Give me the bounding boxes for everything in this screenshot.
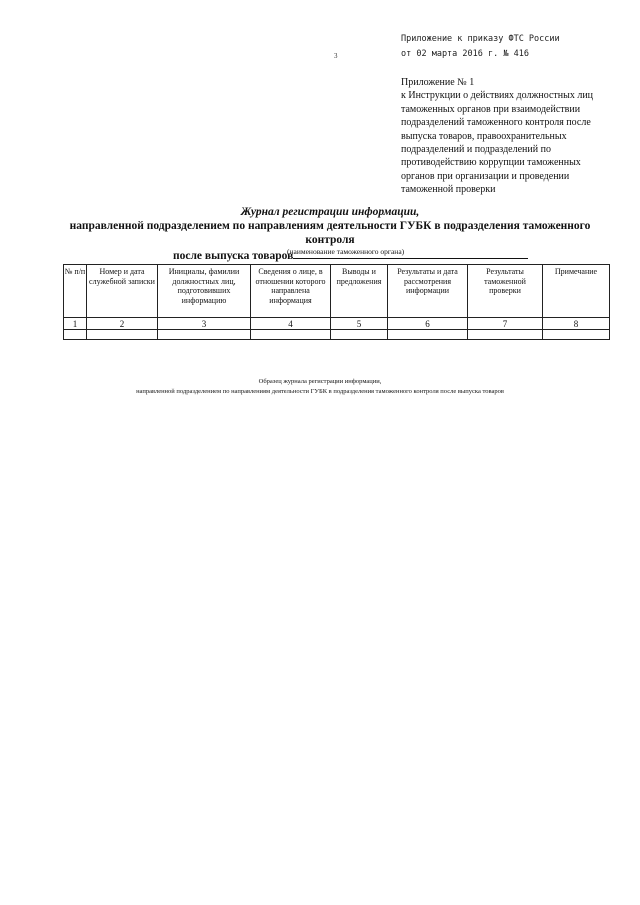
- sample-caption-line2: направленной подразделением по направлениям деятельности ГУБК в подразделения таможенного контроля после выпуска товаров: [136, 388, 504, 395]
- header-conclusions: Выводы и предложения: [331, 265, 388, 318]
- appendix-line: подразделений и подразделений по: [401, 144, 551, 156]
- appendix-line: выпуска товаров, правоохранительных: [401, 130, 567, 142]
- column-number: 5: [331, 318, 388, 330]
- column-number: 8: [543, 318, 610, 330]
- empty-cell: [87, 330, 158, 340]
- header-person-info: Сведения о лице, в отношении которого направлена информация: [251, 265, 331, 318]
- empty-row: [64, 330, 610, 340]
- table-header-row: [64, 265, 610, 318]
- header-review-results: Результаты и дата рассмотрения информации: [388, 265, 468, 318]
- order-reference-line1: Приложение к приказу ФТС России: [401, 34, 560, 44]
- appendix-line: таможенных органов при взаимодействии: [401, 103, 581, 115]
- empty-cell: [251, 330, 331, 340]
- order-reference: [401, 32, 560, 62]
- header-memo-number-date: Номер и дата служебной записки: [87, 265, 158, 318]
- journal-title-line1: Журнал регистрации информации,: [240, 206, 420, 218]
- header-officials: Инициалы, фамилии должностных лиц, подготовивших информацию: [158, 265, 251, 318]
- empty-cell: [468, 330, 543, 340]
- empty-cell: [388, 330, 468, 340]
- column-number: 6: [388, 318, 468, 330]
- header-number: № п/п: [64, 265, 87, 318]
- journal-title-line3-text: после выпуска товаров: [173, 250, 294, 262]
- column-number: 3: [158, 318, 251, 330]
- appendix-line: к Инструкции о действиях должностных лиц: [401, 90, 594, 102]
- customs-organ-hint: (наименование таможенного органа): [287, 247, 405, 256]
- empty-cell: [543, 330, 610, 340]
- column-number: 4: [251, 318, 331, 330]
- column-number-row: [64, 318, 610, 330]
- appendix-line: органов при организации и проведении: [401, 170, 570, 182]
- empty-cell: [64, 330, 87, 340]
- journal-table: [63, 264, 610, 340]
- appendix-line: Приложение № 1: [401, 77, 475, 88]
- appendix-line: таможенной проверки: [401, 184, 496, 196]
- appendix-line: подразделений таможенного контроля после: [401, 117, 591, 129]
- empty-cell: [158, 330, 251, 340]
- column-number: 1: [64, 318, 87, 330]
- page-number: 3: [334, 52, 338, 60]
- journal-title-line2: направленной подразделением по направлениям деятельности ГУБК в подразделения таможенного контроля: [69, 220, 591, 246]
- header-audit-results: Результаты таможенной проверки: [468, 265, 543, 318]
- appendix-line: противодействию коррупции таможенных: [401, 157, 581, 169]
- appendix-block: [401, 76, 626, 197]
- order-reference-line2: от 02 марта 2016 г. № 416: [401, 49, 529, 59]
- column-number: 7: [468, 318, 543, 330]
- empty-cell: [331, 330, 388, 340]
- header-note: Примечание: [543, 265, 610, 318]
- column-number: 2: [87, 318, 158, 330]
- sample-caption-line1: Образец журнала регистрации информации,: [258, 378, 382, 385]
- sample-caption: [40, 377, 600, 397]
